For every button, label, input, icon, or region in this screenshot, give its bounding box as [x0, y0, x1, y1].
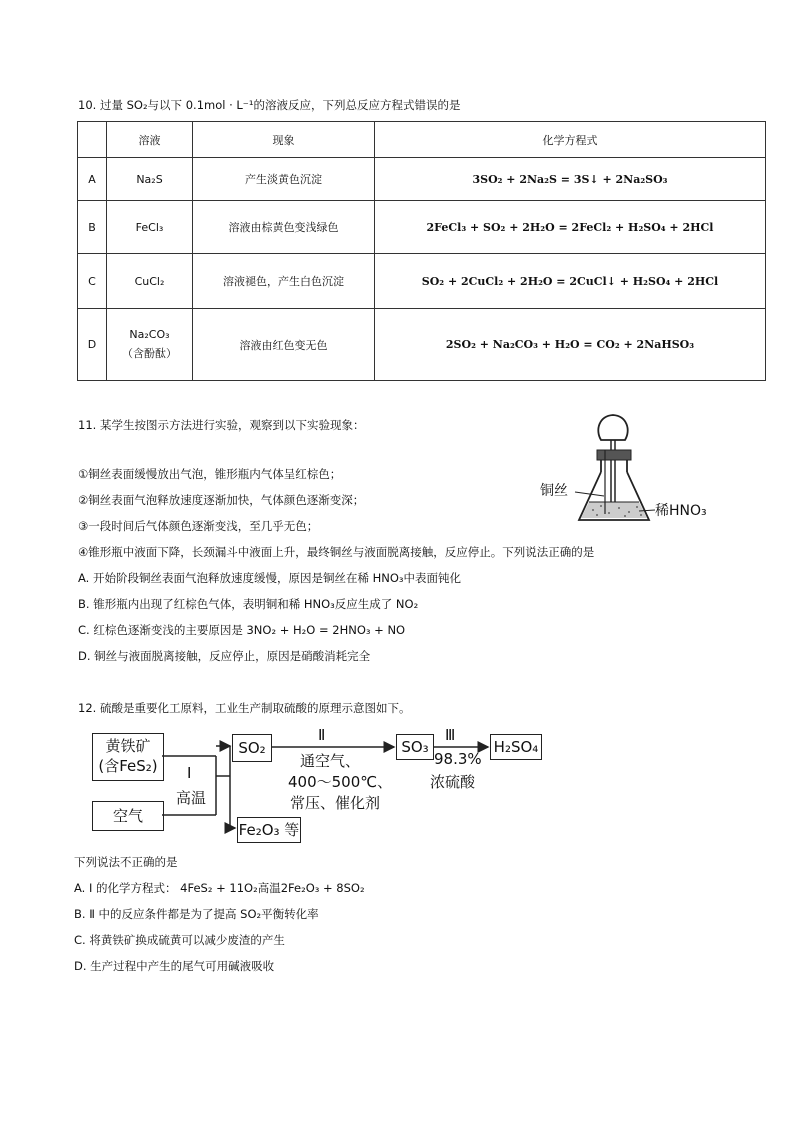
pyrite-label: 黄铁矿: [105, 737, 151, 755]
row-phenomenon: 产生淡黄色沉淀: [193, 158, 375, 201]
q11-observation-2: ②铜丝表面气泡释放速度逐渐加快，气体颜色逐渐变深；: [78, 493, 365, 507]
q10-stem: 10. 过量 SO₂与以下 0.1mol · L⁻¹的溶液反应，下列总反应方程式错误的是: [78, 98, 461, 112]
row-solution: CuCl₂: [107, 254, 193, 309]
so2-label: SO₂: [238, 739, 266, 757]
row-label: D: [78, 309, 107, 381]
step1-label: Ⅰ: [187, 764, 192, 782]
row-phenomenon: 溶液由红色变无色: [193, 309, 375, 381]
q11-observation-4: ④锥形瓶中液面下降，长颈漏斗中液面上升，最终铜丝与液面脱离接触，反应停止。下列说法正确的是: [78, 545, 595, 559]
table-row: [78, 158, 766, 201]
q12-option-b: B. Ⅱ 中的反应条件都是为了提高 SO₂平衡转化率: [74, 907, 319, 921]
air-label: 空气: [112, 807, 143, 825]
box-pyrite: [92, 733, 164, 781]
q11-observation-3: ③一段时间后气体颜色逐渐变浅，至几乎无色；: [78, 519, 319, 533]
table-row: [78, 254, 766, 309]
header-equation: 化学方程式: [375, 122, 766, 158]
step2-condition-1: 通空气、: [300, 752, 361, 770]
row-solution: Na₂S: [107, 158, 193, 201]
row-solution-cell: [107, 309, 193, 381]
row-solution: Na₂CO₃: [129, 328, 170, 341]
row-solution-note: （含酚酞）: [122, 347, 177, 360]
h2so4-label: H₂SO₄: [493, 738, 539, 756]
table-row: [78, 309, 766, 381]
step3-condition-2: 浓硫酸: [430, 773, 476, 791]
step2-label: Ⅱ: [318, 726, 326, 744]
row-solution: FeCl₃: [107, 201, 193, 254]
box-air: [92, 801, 164, 831]
step3-label: Ⅲ: [445, 726, 456, 744]
q12-prompt: 下列说法不正确的是: [74, 855, 178, 869]
label-dilute-nitric-acid: 稀HNO₃: [655, 503, 707, 519]
q11-option-a: A. 开始阶段铜丝表面气泡释放速度缓慢，原因是铜丝在稀 HNO₃中表面钝化: [78, 571, 462, 585]
q11-stem: 11. 某学生按图示方法进行实验，观察到以下实验现象：: [78, 418, 365, 432]
row-phenomenon: 溶液由棕黄色变浅绿色: [193, 201, 375, 254]
row-label: A: [78, 158, 107, 201]
header-phenomenon: 现象: [193, 122, 375, 158]
row-equation: 2FeCl₃ + SO₂ + 2H₂O = 2FeCl₂ + H₂SO₄ + 2HCl: [375, 201, 766, 254]
row-equation: SO₂ + 2CuCl₂ + 2H₂O = 2CuCl↓ + H₂SO₄ + 2HCl: [375, 254, 766, 309]
table-header-row: [78, 122, 766, 158]
label-copper-wire: 铜丝: [540, 483, 568, 499]
q12-stem: 12. 硫酸是重要化工原料，工业生产制取硫酸的原理示意图如下。: [78, 701, 411, 715]
header-blank: [78, 122, 107, 158]
q12-option-a: A. Ⅰ 的化学方程式： 4FeS₂ + 11O₂高温2Fe₂O₃ + 8SO₂: [74, 881, 365, 895]
q11-option-b: B. 锥形瓶内出现了红棕色气体，表明铜和稀 HNO₃反应生成了 NO₂: [78, 597, 419, 611]
q11-option-c: C. 红棕色逐渐变浅的主要原因是 3NO₂ + H₂O = 2HNO₃ + NO: [78, 623, 406, 637]
so3-label: SO₃: [401, 738, 429, 756]
arrow-to-so2: [160, 730, 240, 840]
q10-table: [77, 121, 766, 381]
q12-option-d: D. 生产过程中产生的尾气可用碱液吸收: [74, 959, 275, 973]
row-phenomenon: 溶液褪色，产生白色沉淀: [193, 254, 375, 309]
q12-option-c: C. 将黄铁矿换成硫黄可以减少废渣的产生: [74, 933, 285, 947]
q11-observation-1: ①铜丝表面缓慢放出气泡，锥形瓶内气体呈红棕色；: [78, 467, 342, 481]
step3-condition-1: 98.3%: [434, 750, 482, 768]
step2-condition-2: 400～500℃、: [288, 773, 393, 791]
header-solution: 溶液: [107, 122, 193, 158]
q11-option-d: D. 铜丝与液面脱离接触，反应停止，原因是硝酸消耗完全: [78, 649, 371, 663]
fe2o3-label: Fe₂O₃ 等: [238, 821, 300, 839]
row-label: B: [78, 201, 107, 254]
step1-condition: 高温: [176, 789, 207, 807]
row-equation: 3SO₂ + 2Na₂S = 3S↓ + 2Na₂SO₃: [375, 158, 766, 201]
pyrite-note: (含FeS₂): [98, 757, 158, 775]
row-equation: 2SO₂ + Na₂CO₃ + H₂O = CO₂ + 2NaHSO₃: [375, 309, 766, 381]
table-row: [78, 201, 766, 254]
row-label: C: [78, 254, 107, 309]
step2-condition-3: 常压、催化剂: [290, 794, 381, 812]
